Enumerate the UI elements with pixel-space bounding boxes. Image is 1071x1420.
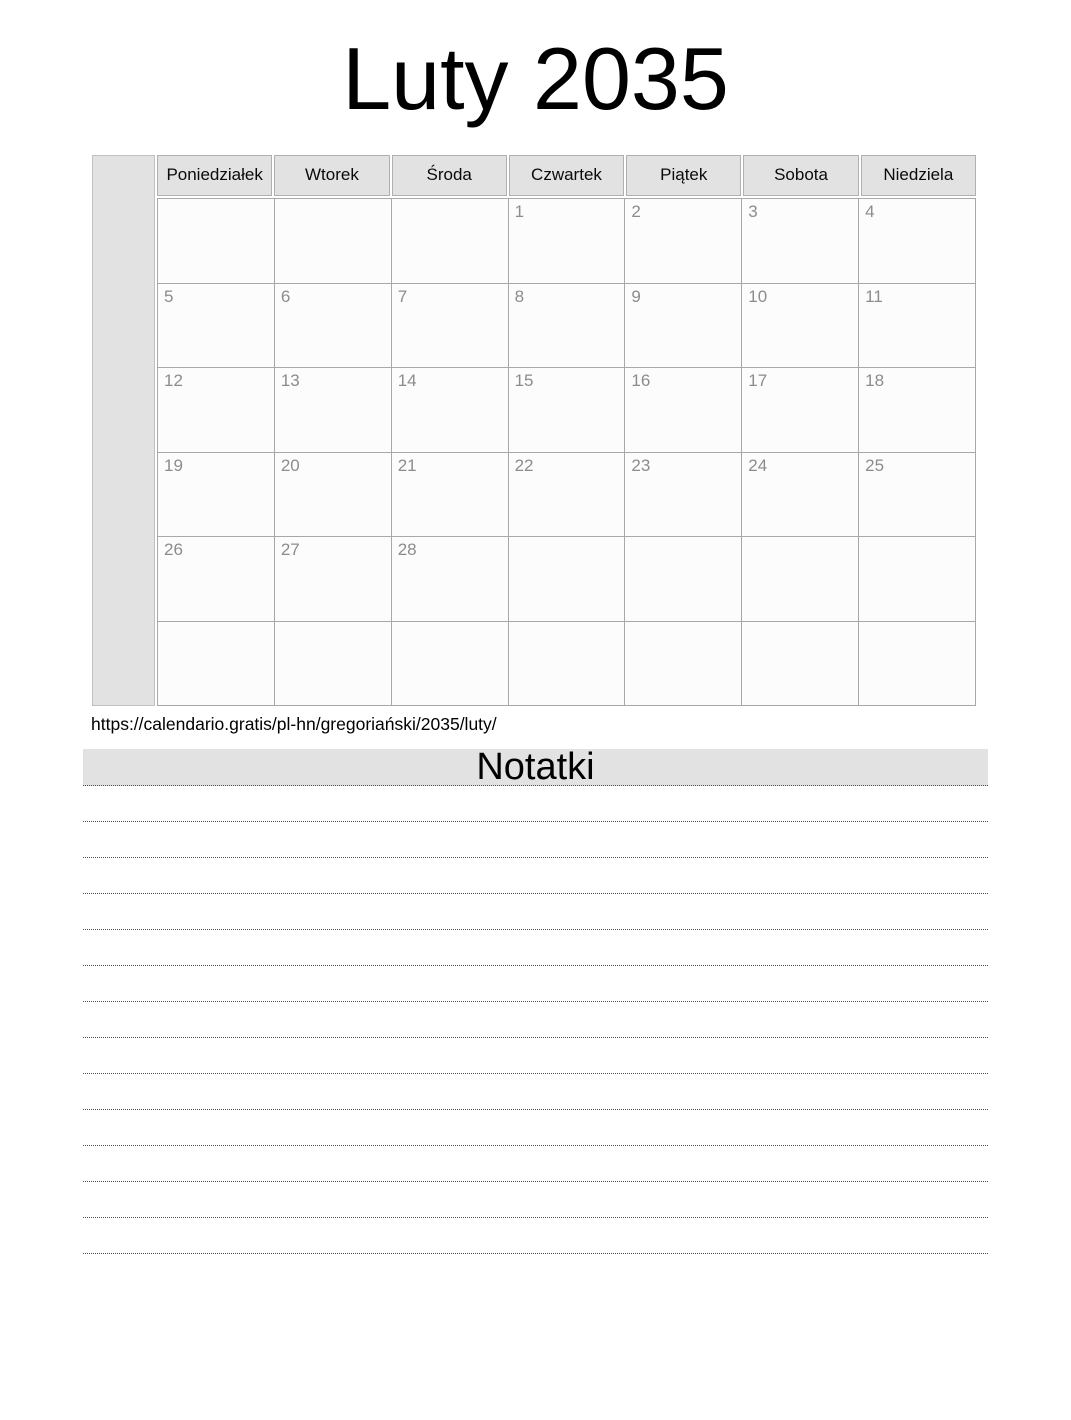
day-cell <box>859 537 976 622</box>
note-line <box>83 1146 988 1182</box>
day-cell: 14 <box>392 368 509 453</box>
weekday-header-cell: Czwartek <box>509 155 624 196</box>
day-cell: 26 <box>158 537 275 622</box>
day-cell: 17 <box>742 368 859 453</box>
day-cell: 20 <box>275 453 392 538</box>
day-cell <box>859 622 976 707</box>
note-line <box>83 822 988 858</box>
day-cell <box>625 622 742 707</box>
note-line <box>83 858 988 894</box>
note-line <box>83 1218 988 1254</box>
day-cell <box>158 199 275 284</box>
day-cell <box>275 622 392 707</box>
day-cell <box>742 537 859 622</box>
day-cell: 24 <box>742 453 859 538</box>
day-cell <box>625 537 742 622</box>
weekday-header-cell: Poniedziałek <box>157 155 272 196</box>
day-cell <box>392 622 509 707</box>
notes-header-label: Notatki <box>476 746 595 788</box>
calendar-main <box>157 155 976 706</box>
day-cell: 3 <box>742 199 859 284</box>
calendar-left-gutter <box>92 155 155 706</box>
day-cell: 4 <box>859 199 976 284</box>
day-cell: 18 <box>859 368 976 453</box>
day-cell: 8 <box>509 284 626 369</box>
day-cell <box>158 622 275 707</box>
day-cell: 10 <box>742 284 859 369</box>
day-cell: 2 <box>625 199 742 284</box>
note-line <box>83 966 988 1002</box>
day-cell: 5 <box>158 284 275 369</box>
day-cell <box>392 199 509 284</box>
day-cell: 1 <box>509 199 626 284</box>
calendar-grid <box>157 198 976 706</box>
note-line <box>83 1038 988 1074</box>
notes-lines <box>83 786 988 1254</box>
note-line <box>83 894 988 930</box>
day-cell <box>275 199 392 284</box>
day-cell <box>742 622 859 707</box>
weekday-header-cell: Środa <box>392 155 507 196</box>
day-cell: 16 <box>625 368 742 453</box>
day-cell <box>509 622 626 707</box>
note-line <box>83 930 988 966</box>
day-cell: 25 <box>859 453 976 538</box>
day-cell: 6 <box>275 284 392 369</box>
weekday-header-row <box>157 155 976 196</box>
page <box>0 29 1071 1254</box>
weekday-header-cell: Piątek <box>626 155 741 196</box>
day-cell: 15 <box>509 368 626 453</box>
day-cell: 11 <box>859 284 976 369</box>
calendar-table <box>92 155 976 706</box>
weekday-header-cell: Wtorek <box>274 155 389 196</box>
day-cell <box>509 537 626 622</box>
day-cell: 9 <box>625 284 742 369</box>
day-cell: 21 <box>392 453 509 538</box>
note-line <box>83 786 988 822</box>
day-cell: 28 <box>392 537 509 622</box>
note-line <box>83 1002 988 1038</box>
weekday-header-cell: Niedziela <box>861 155 976 196</box>
day-cell: 13 <box>275 368 392 453</box>
day-cell: 19 <box>158 453 275 538</box>
notes-header-bar <box>83 746 988 788</box>
day-cell: 23 <box>625 453 742 538</box>
day-cell: 7 <box>392 284 509 369</box>
note-line <box>83 1074 988 1110</box>
note-line <box>83 1110 988 1146</box>
day-cell: 27 <box>275 537 392 622</box>
weekday-header-cell: Sobota <box>743 155 858 196</box>
note-line <box>83 1182 988 1218</box>
source-url: https://calendario.gratis/pl-hn/gregoriański/2035/luty/ <box>91 714 497 734</box>
page-title: Luty 2035 <box>342 29 729 128</box>
day-cell: 22 <box>509 453 626 538</box>
day-cell: 12 <box>158 368 275 453</box>
